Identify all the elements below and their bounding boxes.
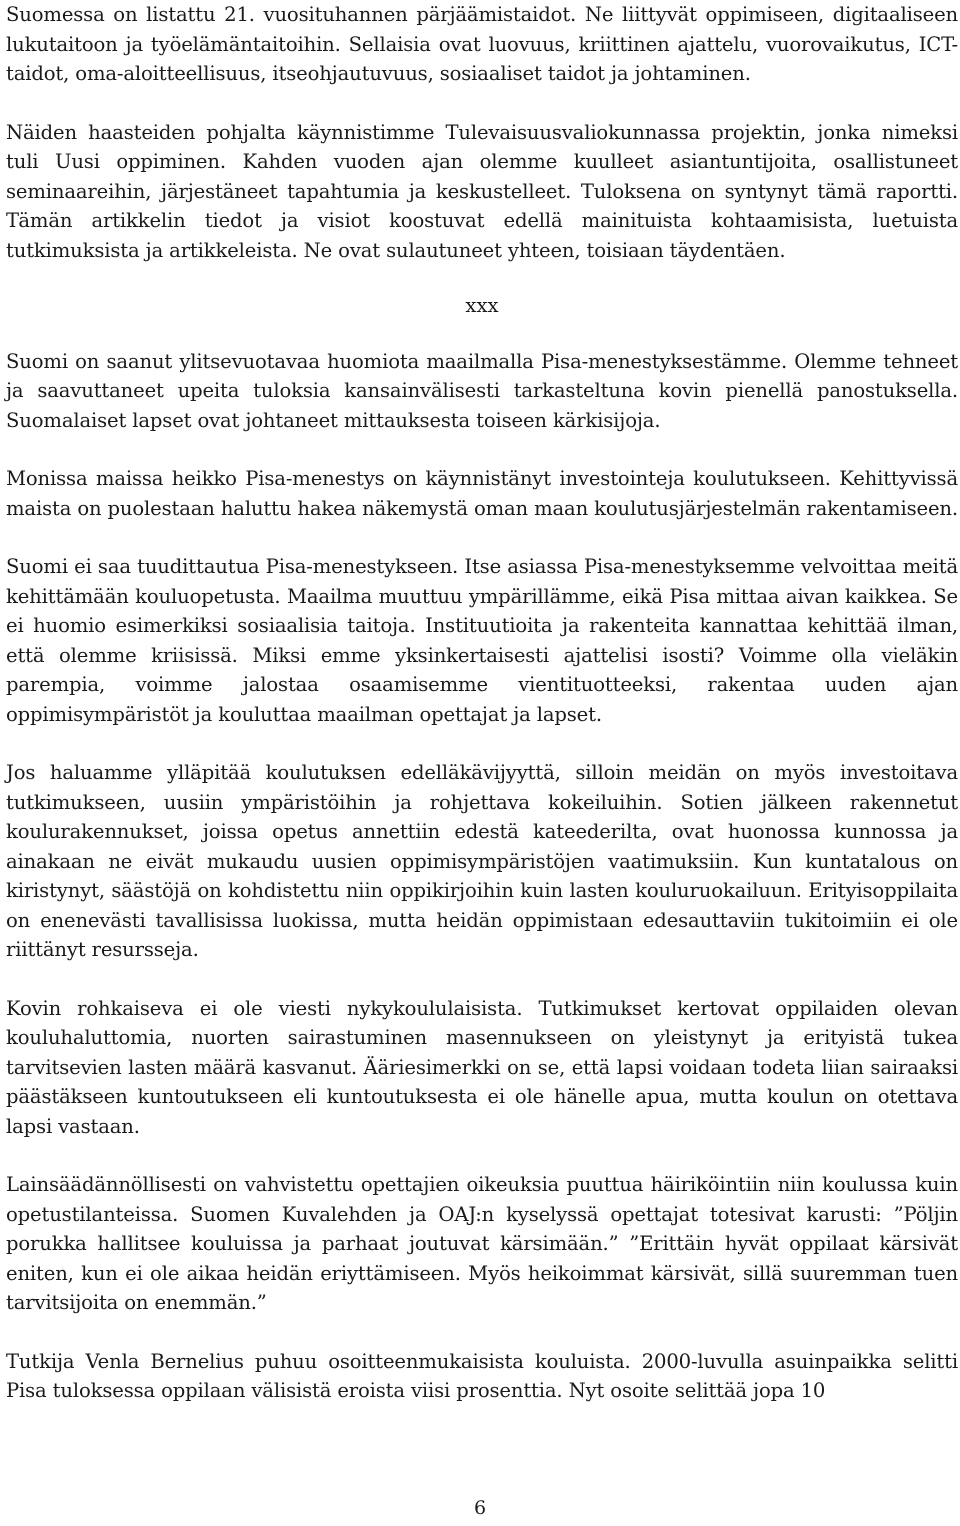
paragraph-skills: Suomessa on listattu 21. vuosituhannen pärjäämistaidot. Ne liittyvät oppimiseen, digitaaliseen lukutaitoon ja työelämäntaitoihin. Sellaisia ovat luovuus, kriittinen ajattelu, vuorovaikutus, ICT-taidot, oma-aloitteellisuus, itseohjautuvuus, sosiaaliset taidot ja johtaminen. [6, 3, 958, 85]
document-page [6, 0, 958, 1406]
spacer [6, 523, 958, 552]
paragraph-project: Näiden haasteiden pohjalta käynnistimme Tulevaisuusvaliokunnassa projektin, jonka nimeksi tuli Uusi oppiminen. Kahden vuoden ajan olemme kuulleet asiantuntijoita, osallistuneet seminaareihin, järjestäneet tapahtumia ja keskustelleet. Tuloksena on syntynyt tämä raportti. Tämän artikkelin tiedot ja visiot koostuvat edellä mainituista kohtaamisista, luetuista tutkimuksista ja artikkeleista. Ne ovat sulautuneet yhteen, toisiaan täydentäen. [6, 120, 958, 262]
paragraph-legislation: Lainsäädännöllisesti on vahvistettu opettajien oikeuksia puuttua häiriköintiin niin koulussa kuin opetustilanteissa. Suomen Kuvalehden ja OAJ:n kyselyssä opettajat totesivat karusti: ”Pöljin porukka hallitsee kouluissa ja parhaat joutuvat kärsimään.” ”Erittäin hyvät oppilaat kärsivät eniten, kun ei ole aikaa heidän eriyttämiseen. Myös heikoimmat kärsivät, sillä suuremman tuen tarvitsijoita on enemmän.” [6, 1173, 958, 1314]
spacer [6, 265, 958, 291]
spacer [6, 965, 958, 994]
spacer [6, 729, 958, 758]
spacer [6, 89, 958, 118]
spacer [6, 1318, 958, 1347]
spacer [6, 435, 958, 464]
paragraph-pisa-investments: Monissa maissa heikko Pisa-menestys on käynnistänyt investointeja koulutukseen. Kehittyvissä maista on puolestaan haluttu hakea näkemystä oman maan koulutusjärjestelmän rakentamiseen. [6, 467, 958, 520]
page-number: 6 [473, 1497, 487, 1519]
paragraph-school-children: Kovin rohkaiseva ei ole viesti nykykoululaisista. Tutkimukset kertovat oppilaiden olevan kouluhaluttomia, nuorten sairastuminen masennukseen on yleistynyt ja erityistä tukea tarvitsevien lasten määrä kasvanut. Ääriesimerkki on se, että lapsi voidaan todeta liian sairaaksi päästäkseen kuntoutukseen eli kuntoutuksesta ei ole hänelle apua, mutta koulun on otettava lapsi vastaan. [6, 996, 958, 1138]
paragraph-bernelius: Tutkija Venla Bernelius puhuu osoitteenmukaisista kouluista. 2000-luvulla asuinpaikka selitti Pisa tuloksessa oppilaan välisistä eroista viisi prosenttia. Nyt osoite selittää jopa 10 [6, 1349, 958, 1402]
spacer [6, 1141, 958, 1170]
paragraph-pisa-attention: Suomi on saanut ylitsevuotavaa huomiota maailmalla Pisa-menestyksestämme. Olemme tehneet ja saavuttaneet upeita tuloksia kansainvälisesti tarkasteltuna kovin pienellä panostuksella. Suomalaiset lapset ovat johtaneet mittauksesta toiseen kärkisijoja. [6, 349, 958, 432]
section-separator: xxx [465, 294, 499, 317]
paragraph-pisa-obligation: Suomi ei saa tuudittautua Pisa-menestykseen. Itse asiassa Pisa-menestyksemme velvoittaa meitä kehittämään kouluopetusta. Maailma muuttuu ympärillämme, eikä Pisa mittaa aivan kaikkea. Se ei huomio esimerkiksi sosiaalisia taitoja. Instituutioita ja rakenteita kannattaa kehittää ilman, että olemme kriisissä. Miksi emme yksinkertaisesti ajattelisi isosti? Voimme olla vieläkin parempia, voimme jalostaa osaamisemme vientituotteeksi, rakentaa uuden ajan oppimisympäristöt ja kouluttaa maailman opettajat ja lapset. [6, 555, 958, 726]
paragraph-investment: Jos haluamme ylläpitää koulutuksen edelläkävijyyttä, silloin meidän on myös investoitava tutkimukseen, uusiin ympäristöihin ja rohjettava kokeiluihin. Sotien jälkeen rakennetut koulurakennukset, joissa opetus annettiin edestä kateederilta, ovat huonossa kunnossa ja ainakaan ne eivät mukaudu uusien oppimisympäristöjen vaatimuksiin. Kun kuntatalous on kiristynyt, säästöjä on kohdistettu niin oppikirjoihin kuin lasten kouluruokailuun. Erityisoppilaita on enenevästi tavallisissa luokissa, mutta heidän oppimistaan edesauttaviin tukitoimiin ei ole riittänyt resursseja. [6, 761, 958, 961]
spacer [6, 321, 958, 347]
